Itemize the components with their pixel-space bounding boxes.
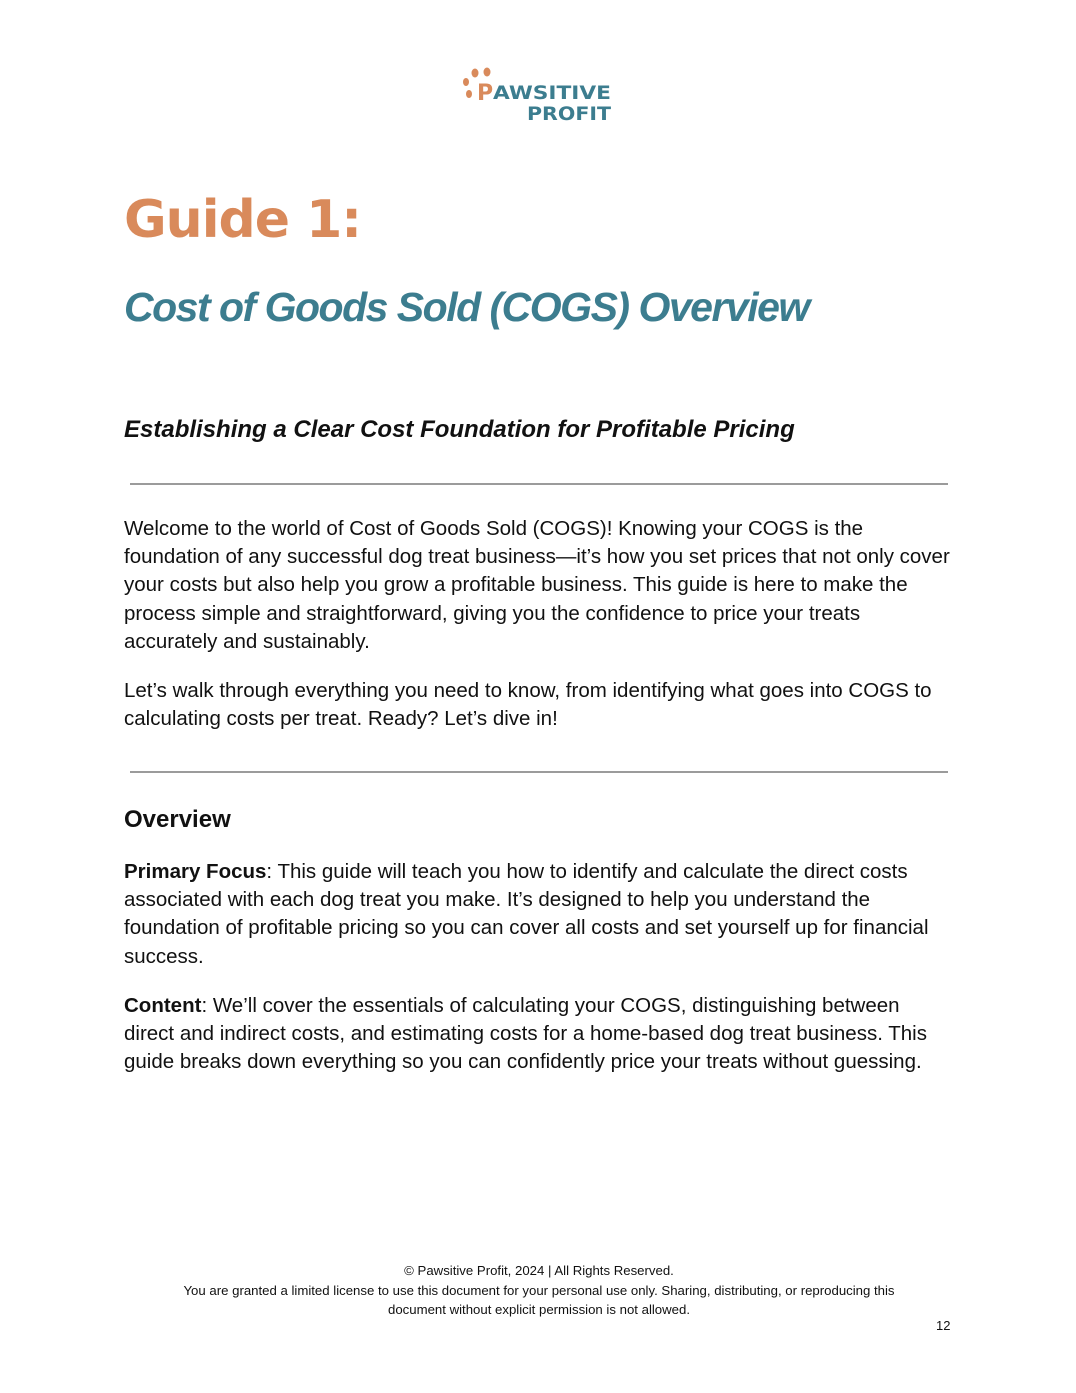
page-footer <box>130 1261 948 1320</box>
svg-text:AWSITIVE: AWSITIVE <box>493 82 611 104</box>
content-paragraph <box>124 992 954 1077</box>
svg-text:PROFIT: PROFIT <box>527 103 612 125</box>
footer-license-line-1: You are granted a limited license to use this document for your personal use only. Sharing, distributing, or reproducing this <box>183 1282 895 1298</box>
guide-title: Guide 1: <box>124 190 362 250</box>
primary-focus-label: Primary Focus <box>124 860 267 883</box>
content-text: : We’ll cover the essentials of calculating your COGS, distinguishing between direct and indirect costs, and estimating costs for a home-based dog treat business. This guide breaks down everything so you can confidently price your treats without guessing. <box>124 994 927 1074</box>
primary-focus-text: : This guide will teach you how to identify and calculate the direct costs associated with each dog treat you make. It’s designed to help you understand the foundation of profitable pricing so you can cover all costs and set yourself up for financial success. <box>124 860 929 968</box>
intro-paragraph-2: Let’s walk through everything you need to know, from identifying what goes into COGS to calculating costs per treat. Ready? Let’s dive in! <box>124 679 932 731</box>
divider-top <box>130 483 948 485</box>
brand-logo <box>463 67 623 125</box>
svg-text:P: P <box>477 81 494 106</box>
page-number: 12 <box>936 1318 951 1333</box>
intro-paragraph-1: Welcome to the world of Cost of Goods Sold (COGS)! Knowing your COGS is the foundation of any successful dog treat business—it’s how you set prices that not only cover your costs but also help you grow a profitable business. This guide is here to make the process simple and straightforward, giving you the confidence to price your treats accurately and sustainably. <box>124 517 950 653</box>
paw-logo-mark <box>463 67 623 125</box>
guide-subtitle: Cost of Goods Sold (COGS) Overview <box>124 284 809 330</box>
content-label: Content <box>124 994 202 1017</box>
footer-copyright: © Pawsitive Profit, 2024 | All Rights Reserved. <box>404 1263 674 1278</box>
primary-focus-paragraph <box>124 858 954 971</box>
footer-license-line-2: document without explicit permission is not allowed. <box>388 1302 690 1317</box>
overview-heading: Overview <box>124 806 231 833</box>
divider-middle <box>130 771 948 773</box>
guide-tagline: Establishing a Clear Cost Foundation for Profitable Pricing <box>124 416 795 443</box>
